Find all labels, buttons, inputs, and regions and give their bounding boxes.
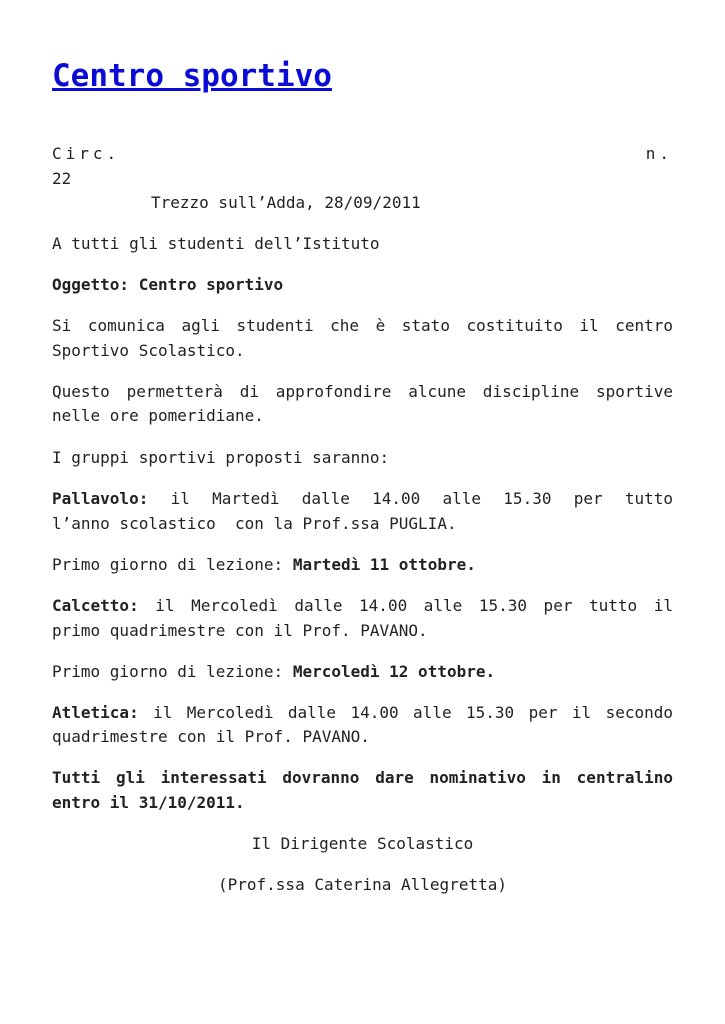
calcetto-first-day [52,659,673,684]
para2-line1: Questo permetterà di approfondire alcune discipline sportive [52,382,673,401]
atletica-line2: quadrimestre con il Prof. PAVANO. [52,727,370,746]
atletica-details: il Mercoledì dalle 14.00 alle 15.30 per il secondo [138,703,673,722]
volley-line1 [52,486,673,511]
circ-n-label: n. [645,144,673,163]
deadline-text1: Tutti gli interessati dovranno dare nominativo in centralino [52,768,673,787]
subject-text: Oggetto: Centro sportivo [52,275,284,294]
signature-role: Il Dirigente Scolastico [251,834,474,853]
circ-label: Circ. [52,144,121,163]
groups-intro: I gruppi sportivi proposti saranno: [52,448,390,467]
atletica-label: Atletica: [52,703,139,722]
para1-line2: Sportivo Scolastico. [52,341,245,360]
calcetto-line2: primo quadrimestre con il Prof. PAVANO. [52,621,428,640]
volley-first-date: Martedì 11 ottobre. [292,555,476,574]
deadline-line1 [52,765,673,790]
calcetto-details: il Mercoledì dalle 14.00 alle 15.30 per tutto il [138,596,673,615]
calcetto-first-prefix: Primo giorno di lezione: [52,662,293,681]
deadline-text2: entro il 31/10/2011. [52,793,245,812]
circ-number: 22 [52,169,72,188]
volley-details: il Martedì dalle 14.00 alle 15.30 per tutto [148,489,673,508]
para1-line1: Si comunica agli studenti che è stato costituito il centro [52,316,673,335]
calcetto-line1 [52,593,673,618]
page-title[interactable]: Centro sportivo [52,58,332,94]
deadline-line2 [52,790,673,815]
para2-line2: nelle ore pomeridiane. [52,406,264,425]
volley-first-day [52,552,673,577]
subject [52,272,673,297]
signature-name: (Prof.ssa Caterina Allegretta) [218,875,507,894]
volley-line2: l’anno scolastico con la Prof.ssa PUGLIA. [52,514,457,533]
place-date: Trezzo sull’Adda, 28/09/2011 [151,193,421,212]
volley-first-prefix: Primo giorno di lezione: [52,555,293,574]
atletica-line1 [52,700,673,725]
recipient: A tutti gli studenti dell’Istituto [52,234,380,253]
calcetto-first-date: Mercoledì 12 ottobre. [292,662,496,681]
volley-label: Pallavolo: [52,489,149,508]
circular-header [52,141,673,166]
calcetto-label: Calcetto: [52,596,139,615]
